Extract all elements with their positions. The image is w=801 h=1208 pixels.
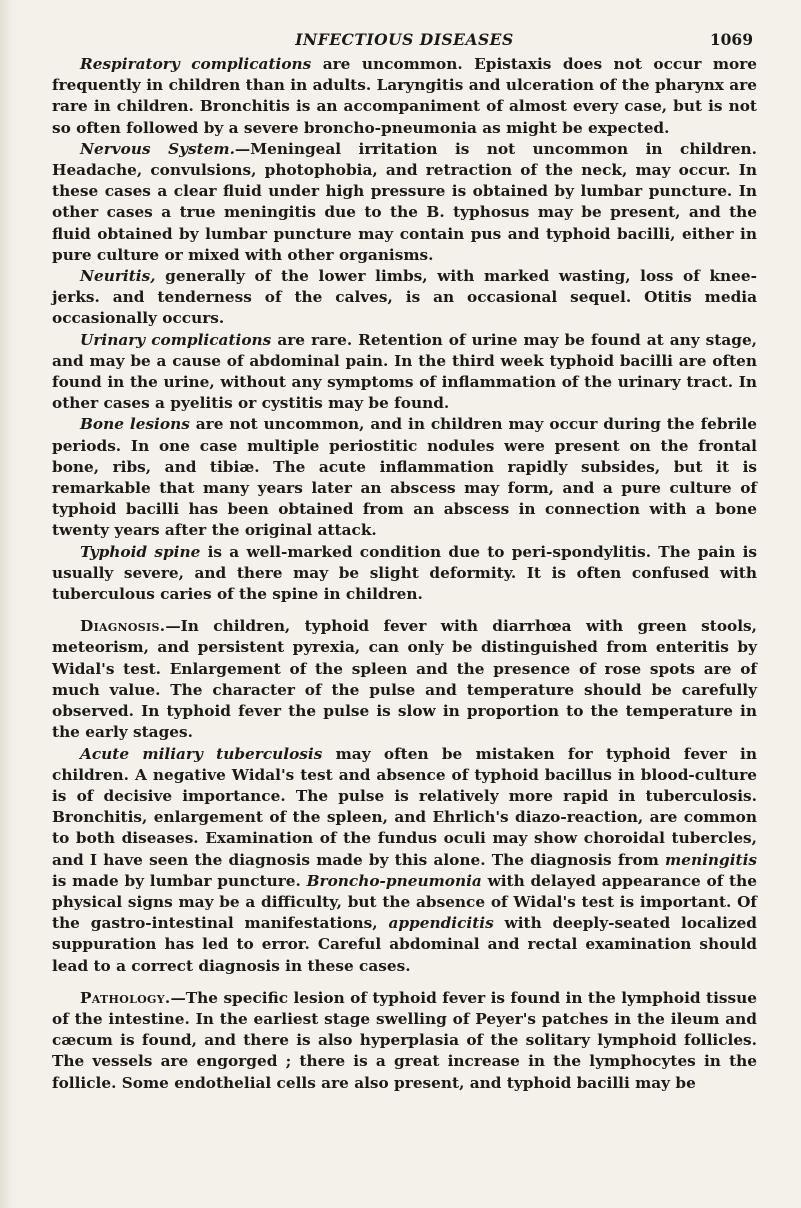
paragraph-lead: Acute miliary tuberculosis xyxy=(80,744,323,763)
paragraph-text: is a well-marked condition due to peri-spondylitis. The pain is usually severe, and there may be slight deformity. It is often confused with tuberculous caries of the spine in children. xyxy=(52,542,758,604)
paragraph-neuritis xyxy=(52,266,757,330)
paragraph-lead: Neuritis, xyxy=(80,267,156,286)
paragraph-text: may often be mistaken for typhoid fever in children. A negative Widal's test and absence of typhoid bacillus in blood-culture is of decisive importance. The pulse is relatively more rapid in tuberculosis. Bronchitis, enlargement of the spleen, and Ehrlich's diazo-reaction, are common to both diseases. Examination of the fundus oculi may show choroidal tubercles, and I have seen the diagnosis made by this alone. The diagnosis from xyxy=(52,744,757,869)
paragraph-lead: Nervous System. xyxy=(80,139,235,158)
running-title: INFECTIOUS DISEASES xyxy=(295,30,514,49)
section-pathology xyxy=(52,988,757,1094)
term-meningitis: meningitis xyxy=(665,850,757,869)
paragraph-text: are rare. Retention of urine may be found at any stage, and may be a cause of abdominal pain. In the third week typhoid bacilli are often found in the urine, without any symptoms of inflammation of the urinary tract. In other cases a pyelitis or cystitis may be found. xyxy=(52,330,758,413)
paragraph-text: are uncommon. Epistaxis does not occur more frequently in children than in adults. Laryngitis and ulceration of the pharynx are rare in children. Bronchitis is an accompaniment of almost every case, but is not so often followed by a severe broncho-pneumonia as might be expected. xyxy=(52,55,758,137)
paragraph-lead: Typhoid spine xyxy=(80,542,201,561)
paragraph-text: generally of the lower limbs, with marked wasting, loss of knee-jerks. and tenderness of the calves, is an occasional sequel. Otitis media occasionally occurs. xyxy=(52,267,757,328)
paragraph-text: —In children, typhoid fever with diarrhœa with green stools, meteorism, and persistent pyrexia, can only be distinguished from enteritis by Widal's test. Enlargement of the spleen and the presence of rose spots are of much value. The character of the pulse and temperature should be carefully observed. In typhoid fever the pulse is slow in proportion to the temperature in the early stages. xyxy=(52,617,757,742)
paragraph-lead: Bone lesions xyxy=(80,415,190,434)
paragraph-nervous-system xyxy=(52,139,757,266)
page-header xyxy=(52,12,757,49)
paragraph-text: is made by lumbar puncture. xyxy=(52,871,307,890)
paragraph-urinary xyxy=(52,330,757,415)
section-diagnosis xyxy=(52,616,757,743)
paragraph-text: are not uncommon, and in children may occur during the febrile periods. In one case multiple periostitic nodules were present on the frontal bone, ribs, and tibiæ. The acute inflammation rapidly subsides, but it is remarkable that many years later an abscess may form, and a pure culture of typhoid bacilli has been obtained from an abscess in connection with a bone twenty years after the original attack. xyxy=(52,415,757,540)
paragraph-bone-lesions xyxy=(52,414,757,541)
paragraph-lead: Respiratory complications xyxy=(80,55,312,73)
term-appendicitis: appendicitis xyxy=(388,914,494,933)
paragraph-miliary-tuberculosis xyxy=(52,744,757,977)
section-heading-diagnosis: Diagnosis. xyxy=(80,617,166,636)
paragraph-text: —Meningeal irritation is not uncommon in children. Headache, convulsions, photophobia, and retraction of the neck, may occur. In these cases a clear fluid under high pressure is obtained by lumbar puncture. In other cases a true meningitis due to the B. typhosus may be present, and the fluid obtained by lumbar puncture may contain pus and typhoid bacilli, either in pure culture or mixed with other organisms. xyxy=(52,139,757,264)
page-gutter-shadow xyxy=(0,0,14,1208)
paragraph-respiratory xyxy=(52,54,757,139)
paragraph-text: with delayed appearance of the physical signs may be a difficulty, but the absence of Widal's test is important. Of the gastro-intestinal manifestations, xyxy=(52,871,757,933)
page-number: 1069 xyxy=(709,30,753,49)
section-heading-pathology: Pathology. xyxy=(80,988,171,1007)
paragraph-text: with deeply-seated localized suppuration has led to error. Careful abdominal and rectal examination should lead to a correct diagnosis in these cases. xyxy=(52,914,757,975)
paragraph-typhoid-spine xyxy=(52,542,757,606)
paragraph-text: —The specific lesion of typhoid fever is found in the lymphoid tissue of the intestine. In the earliest stage swelling of Peyer's patches in the ileum and cæcum is found, and there is also hyperplasia of the solitary lymphoid follicles. The vessels are engorged ; there is a great increase in the lymphocytes in the follicle. Some endothelial cells are also present, and typhoid bacilli may be xyxy=(52,988,757,1092)
page-body xyxy=(52,54,757,1094)
term-broncho-pneumonia: Broncho-pneumonia xyxy=(306,871,482,890)
paragraph-lead: Urinary complications xyxy=(80,330,272,349)
